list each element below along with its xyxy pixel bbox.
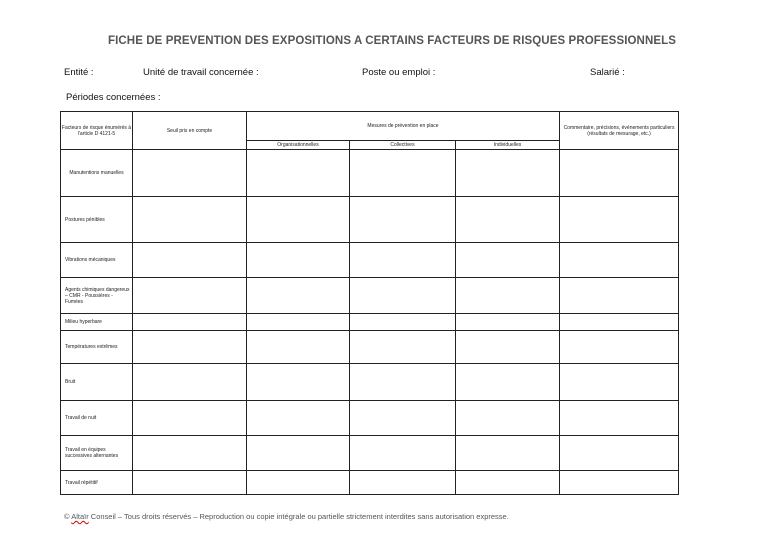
cell-seuil[interactable] — [133, 331, 247, 364]
cell-organisationnelles[interactable] — [247, 243, 350, 278]
cell-individuelles[interactable] — [456, 331, 560, 364]
cell-collectives[interactable] — [350, 243, 456, 278]
cell-collectives[interactable] — [350, 364, 456, 401]
footer-text: Conseil – Tous droits réservés – Reproduction ou copie intégrale ou partielle strictement interdites sans autorisation expresse. — [88, 512, 509, 521]
cell-individuelles[interactable] — [456, 278, 560, 314]
cell-organisationnelles[interactable] — [247, 401, 350, 436]
cell-collectives[interactable] — [350, 197, 456, 243]
table-row — [61, 197, 679, 243]
header-factors: Facteurs de risque énumérés à l'article D 4121-5 — [61, 112, 133, 150]
cell-organisationnelles[interactable] — [247, 150, 350, 197]
row-label-travail-repetitif: Travail répétitif — [61, 471, 133, 495]
cell-individuelles[interactable] — [456, 314, 560, 331]
cell-organisationnelles[interactable] — [247, 471, 350, 495]
cell-commentaires[interactable] — [560, 243, 679, 278]
cell-commentaires[interactable] — [560, 436, 679, 471]
cell-collectives[interactable] — [350, 471, 456, 495]
row-label-agents-chimiques: Agents chimiques dangereux – CMR - Poussières - Fumées — [61, 278, 133, 314]
cell-individuelles[interactable] — [456, 401, 560, 436]
header-commentaires: Commentaire, précisions, événements particuliers (résultats de mesurage, etc.) — [560, 112, 679, 150]
cell-collectives[interactable] — [350, 436, 456, 471]
cell-commentaires[interactable] — [560, 401, 679, 436]
cell-commentaires[interactable] — [560, 314, 679, 331]
table-header-row — [61, 112, 679, 141]
cell-individuelles[interactable] — [456, 243, 560, 278]
table-row — [61, 436, 679, 471]
cell-individuelles[interactable] — [456, 471, 560, 495]
header-seuil: Seuil pris en compte — [133, 112, 247, 150]
cell-seuil[interactable] — [133, 197, 247, 243]
row-label-milieu-hyperbare: Milieu hyperbare — [61, 314, 133, 331]
subheader-collectives: Collectives — [350, 141, 456, 150]
unite-field-label: Unité de travail concernée : — [143, 67, 259, 78]
footer-prefix: © — [64, 512, 72, 521]
subheader-individuelles: Individuelles — [456, 141, 560, 150]
cell-collectives[interactable] — [350, 278, 456, 314]
table-row — [61, 331, 679, 364]
cell-commentaires[interactable] — [560, 278, 679, 314]
document-title: FICHE DE PREVENTION DES EXPOSITIONS A CERTAINS FACTEURS DE RISQUES PROFESSIONNELS — [107, 35, 677, 47]
table-row — [61, 364, 679, 401]
cell-organisationnelles[interactable] — [247, 197, 350, 243]
periodes-field-label: Périodes concernées : — [66, 92, 161, 103]
cell-collectives[interactable] — [350, 331, 456, 364]
row-label-bruit: Bruit — [61, 364, 133, 401]
cell-collectives[interactable] — [350, 314, 456, 331]
cell-commentaires[interactable] — [560, 364, 679, 401]
copyright-footer — [64, 512, 509, 521]
salarie-field-label: Salarié : — [590, 67, 625, 78]
cell-seuil[interactable] — [133, 436, 247, 471]
cell-seuil[interactable] — [133, 471, 247, 495]
cell-individuelles[interactable] — [456, 436, 560, 471]
row-label-postures: Postures pénibles — [61, 197, 133, 243]
table-row — [61, 278, 679, 314]
cell-organisationnelles[interactable] — [247, 331, 350, 364]
table-row — [61, 150, 679, 197]
cell-seuil[interactable] — [133, 364, 247, 401]
cell-commentaires[interactable] — [560, 471, 679, 495]
cell-individuelles[interactable] — [456, 197, 560, 243]
cell-commentaires[interactable] — [560, 197, 679, 243]
entite-field-label: Entité : — [64, 67, 94, 78]
row-label-travail-nuit: Travail de nuit — [61, 401, 133, 436]
cell-organisationnelles[interactable] — [247, 364, 350, 401]
cell-collectives[interactable] — [350, 150, 456, 197]
cell-seuil[interactable] — [133, 150, 247, 197]
table-row — [61, 471, 679, 495]
cell-organisationnelles[interactable] — [247, 314, 350, 331]
row-label-manutentions: Manutentions manuelles — [61, 150, 133, 197]
cell-seuil[interactable] — [133, 314, 247, 331]
table-row — [61, 401, 679, 436]
table-row — [61, 243, 679, 278]
header-mesures: Mesures de prévention en place — [247, 112, 560, 141]
subheader-organisationnelles: Organisationnelles — [247, 141, 350, 150]
risk-factors-table — [60, 111, 679, 495]
cell-collectives[interactable] — [350, 401, 456, 436]
row-label-travail-equipes: Travail en équipes successives alternantes — [61, 436, 133, 471]
cell-seuil[interactable] — [133, 401, 247, 436]
cell-individuelles[interactable] — [456, 364, 560, 401]
cell-organisationnelles[interactable] — [247, 436, 350, 471]
cell-organisationnelles[interactable] — [247, 278, 350, 314]
table-row — [61, 314, 679, 331]
cell-individuelles[interactable] — [456, 150, 560, 197]
cell-commentaires[interactable] — [560, 331, 679, 364]
cell-seuil[interactable] — [133, 243, 247, 278]
footer-brand: Altaïr — [71, 512, 89, 521]
poste-field-label: Poste ou emploi : — [362, 67, 436, 78]
cell-seuil[interactable] — [133, 278, 247, 314]
cell-commentaires[interactable] — [560, 150, 679, 197]
row-label-vibrations: Vibrations mécaniques — [61, 243, 133, 278]
row-label-temperatures: Températures extrêmes — [61, 331, 133, 364]
